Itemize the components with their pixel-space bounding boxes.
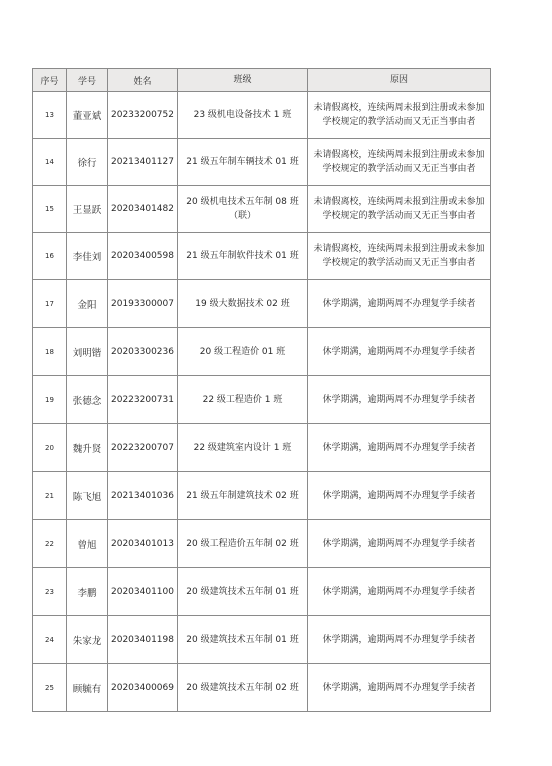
row-reason: 休学期满，逾期两周不办理复学手续者	[308, 568, 491, 615]
row-id: 20193300007	[108, 280, 178, 327]
table-header	[33, 69, 491, 92]
row-seq: 25	[33, 664, 67, 711]
row-class: 19 级大数据技术 02 班	[178, 280, 308, 327]
student-table	[32, 68, 491, 712]
table-row	[33, 92, 491, 139]
header-class: 班级	[178, 69, 308, 91]
row-id: 20203400598	[108, 233, 178, 279]
row-class: 23 级机电设备技术 1 班	[178, 92, 308, 138]
table-row	[33, 139, 491, 186]
row-id: 20233200752	[108, 92, 178, 138]
row-reason: 休学期满，逾期两周不办理复学手续者	[308, 520, 491, 567]
row-reason: 休学期满，逾期两周不办理复学手续者	[308, 376, 491, 423]
row-id: 20203401198	[108, 616, 178, 663]
table-row	[33, 664, 491, 712]
row-class: 20 级建筑技术五年制 02 班	[178, 664, 308, 711]
row-id: 20223200731	[108, 376, 178, 423]
row-name: 张德念	[67, 376, 108, 423]
row-name: 李鹏	[67, 568, 108, 615]
table-row	[33, 472, 491, 520]
row-seq: 24	[33, 616, 67, 663]
table-row	[33, 568, 491, 616]
row-seq: 14	[33, 139, 67, 185]
table-row	[33, 520, 491, 568]
row-id: 20203401482	[108, 186, 178, 232]
row-seq: 15	[33, 186, 67, 232]
row-seq: 22	[33, 520, 67, 567]
row-class: 20 级机电技术五年制 08 班（联）	[178, 186, 308, 232]
header-name: 姓名	[108, 69, 178, 91]
header-reason: 原因	[308, 69, 491, 91]
table-row	[33, 233, 491, 280]
row-seq: 20	[33, 424, 67, 471]
row-reason: 休学期满，逾期两周不办理复学手续者	[308, 280, 491, 327]
row-reason: 休学期满，逾期两周不办理复学手续者	[308, 328, 491, 375]
row-class: 20 级工程造价 01 班	[178, 328, 308, 375]
row-reason: 未请假离校，连续两周未报到注册或未参加学校规定的教学活动而又无正当事由者	[308, 186, 491, 232]
row-id: 20203401100	[108, 568, 178, 615]
row-seq: 17	[33, 280, 67, 327]
row-reason: 休学期满，逾期两周不办理复学手续者	[308, 472, 491, 519]
row-id: 20223200707	[108, 424, 178, 471]
row-class: 21 级五年制软件技术 01 班	[178, 233, 308, 279]
row-reason: 未请假离校，连续两周未报到注册或未参加学校规定的教学活动而又无正当事由者	[308, 92, 491, 138]
table-row	[33, 280, 491, 328]
row-class: 22 级工程造价 1 班	[178, 376, 308, 423]
row-class: 21 级五年制车辆技术 01 班	[178, 139, 308, 185]
row-id: 20203401013	[108, 520, 178, 567]
table-row	[33, 376, 491, 424]
row-name: 曾旭	[67, 520, 108, 567]
row-seq: 18	[33, 328, 67, 375]
row-reason: 休学期满，逾期两周不办理复学手续者	[308, 424, 491, 471]
header-id: 学号	[67, 69, 108, 91]
row-name: 金阳	[67, 280, 108, 327]
row-reason: 休学期满，逾期两周不办理复学手续者	[308, 616, 491, 663]
row-seq: 21	[33, 472, 67, 519]
row-name: 陈飞旭	[67, 472, 108, 519]
row-reason: 未请假离校，连续两周未报到注册或未参加学校规定的教学活动而又无正当事由者	[308, 139, 491, 185]
table-row	[33, 616, 491, 664]
row-id: 20213401036	[108, 472, 178, 519]
row-reason: 未请假离校，连续两周未报到注册或未参加学校规定的教学活动而又无正当事由者	[308, 233, 491, 279]
row-id: 20203400069	[108, 664, 178, 711]
row-id: 20213401127	[108, 139, 178, 185]
row-id: 20203300236	[108, 328, 178, 375]
row-name: 徐行	[67, 139, 108, 185]
row-name: 李佳刘	[67, 233, 108, 279]
row-name: 魏升贤	[67, 424, 108, 471]
row-name: 顾毓有	[67, 664, 108, 711]
row-seq: 13	[33, 92, 67, 138]
row-seq: 23	[33, 568, 67, 615]
row-reason: 休学期满，逾期两周不办理复学手续者	[308, 664, 491, 711]
row-class: 22 级建筑室内设计 1 班	[178, 424, 308, 471]
header-seq: 序号	[33, 69, 67, 91]
table-row	[33, 328, 491, 376]
row-class: 20 级建筑技术五年制 01 班	[178, 616, 308, 663]
row-class: 21 级五年制建筑技术 02 班	[178, 472, 308, 519]
row-name: 董亚斌	[67, 92, 108, 138]
row-name: 王显跃	[67, 186, 108, 232]
row-class: 20 级建筑技术五年制 01 班	[178, 568, 308, 615]
table-row	[33, 186, 491, 233]
row-class: 20 级工程造价五年制 02 班	[178, 520, 308, 567]
table-row	[33, 424, 491, 472]
row-seq: 16	[33, 233, 67, 279]
row-name: 朱家龙	[67, 616, 108, 663]
row-name: 刘明锴	[67, 328, 108, 375]
row-seq: 19	[33, 376, 67, 423]
